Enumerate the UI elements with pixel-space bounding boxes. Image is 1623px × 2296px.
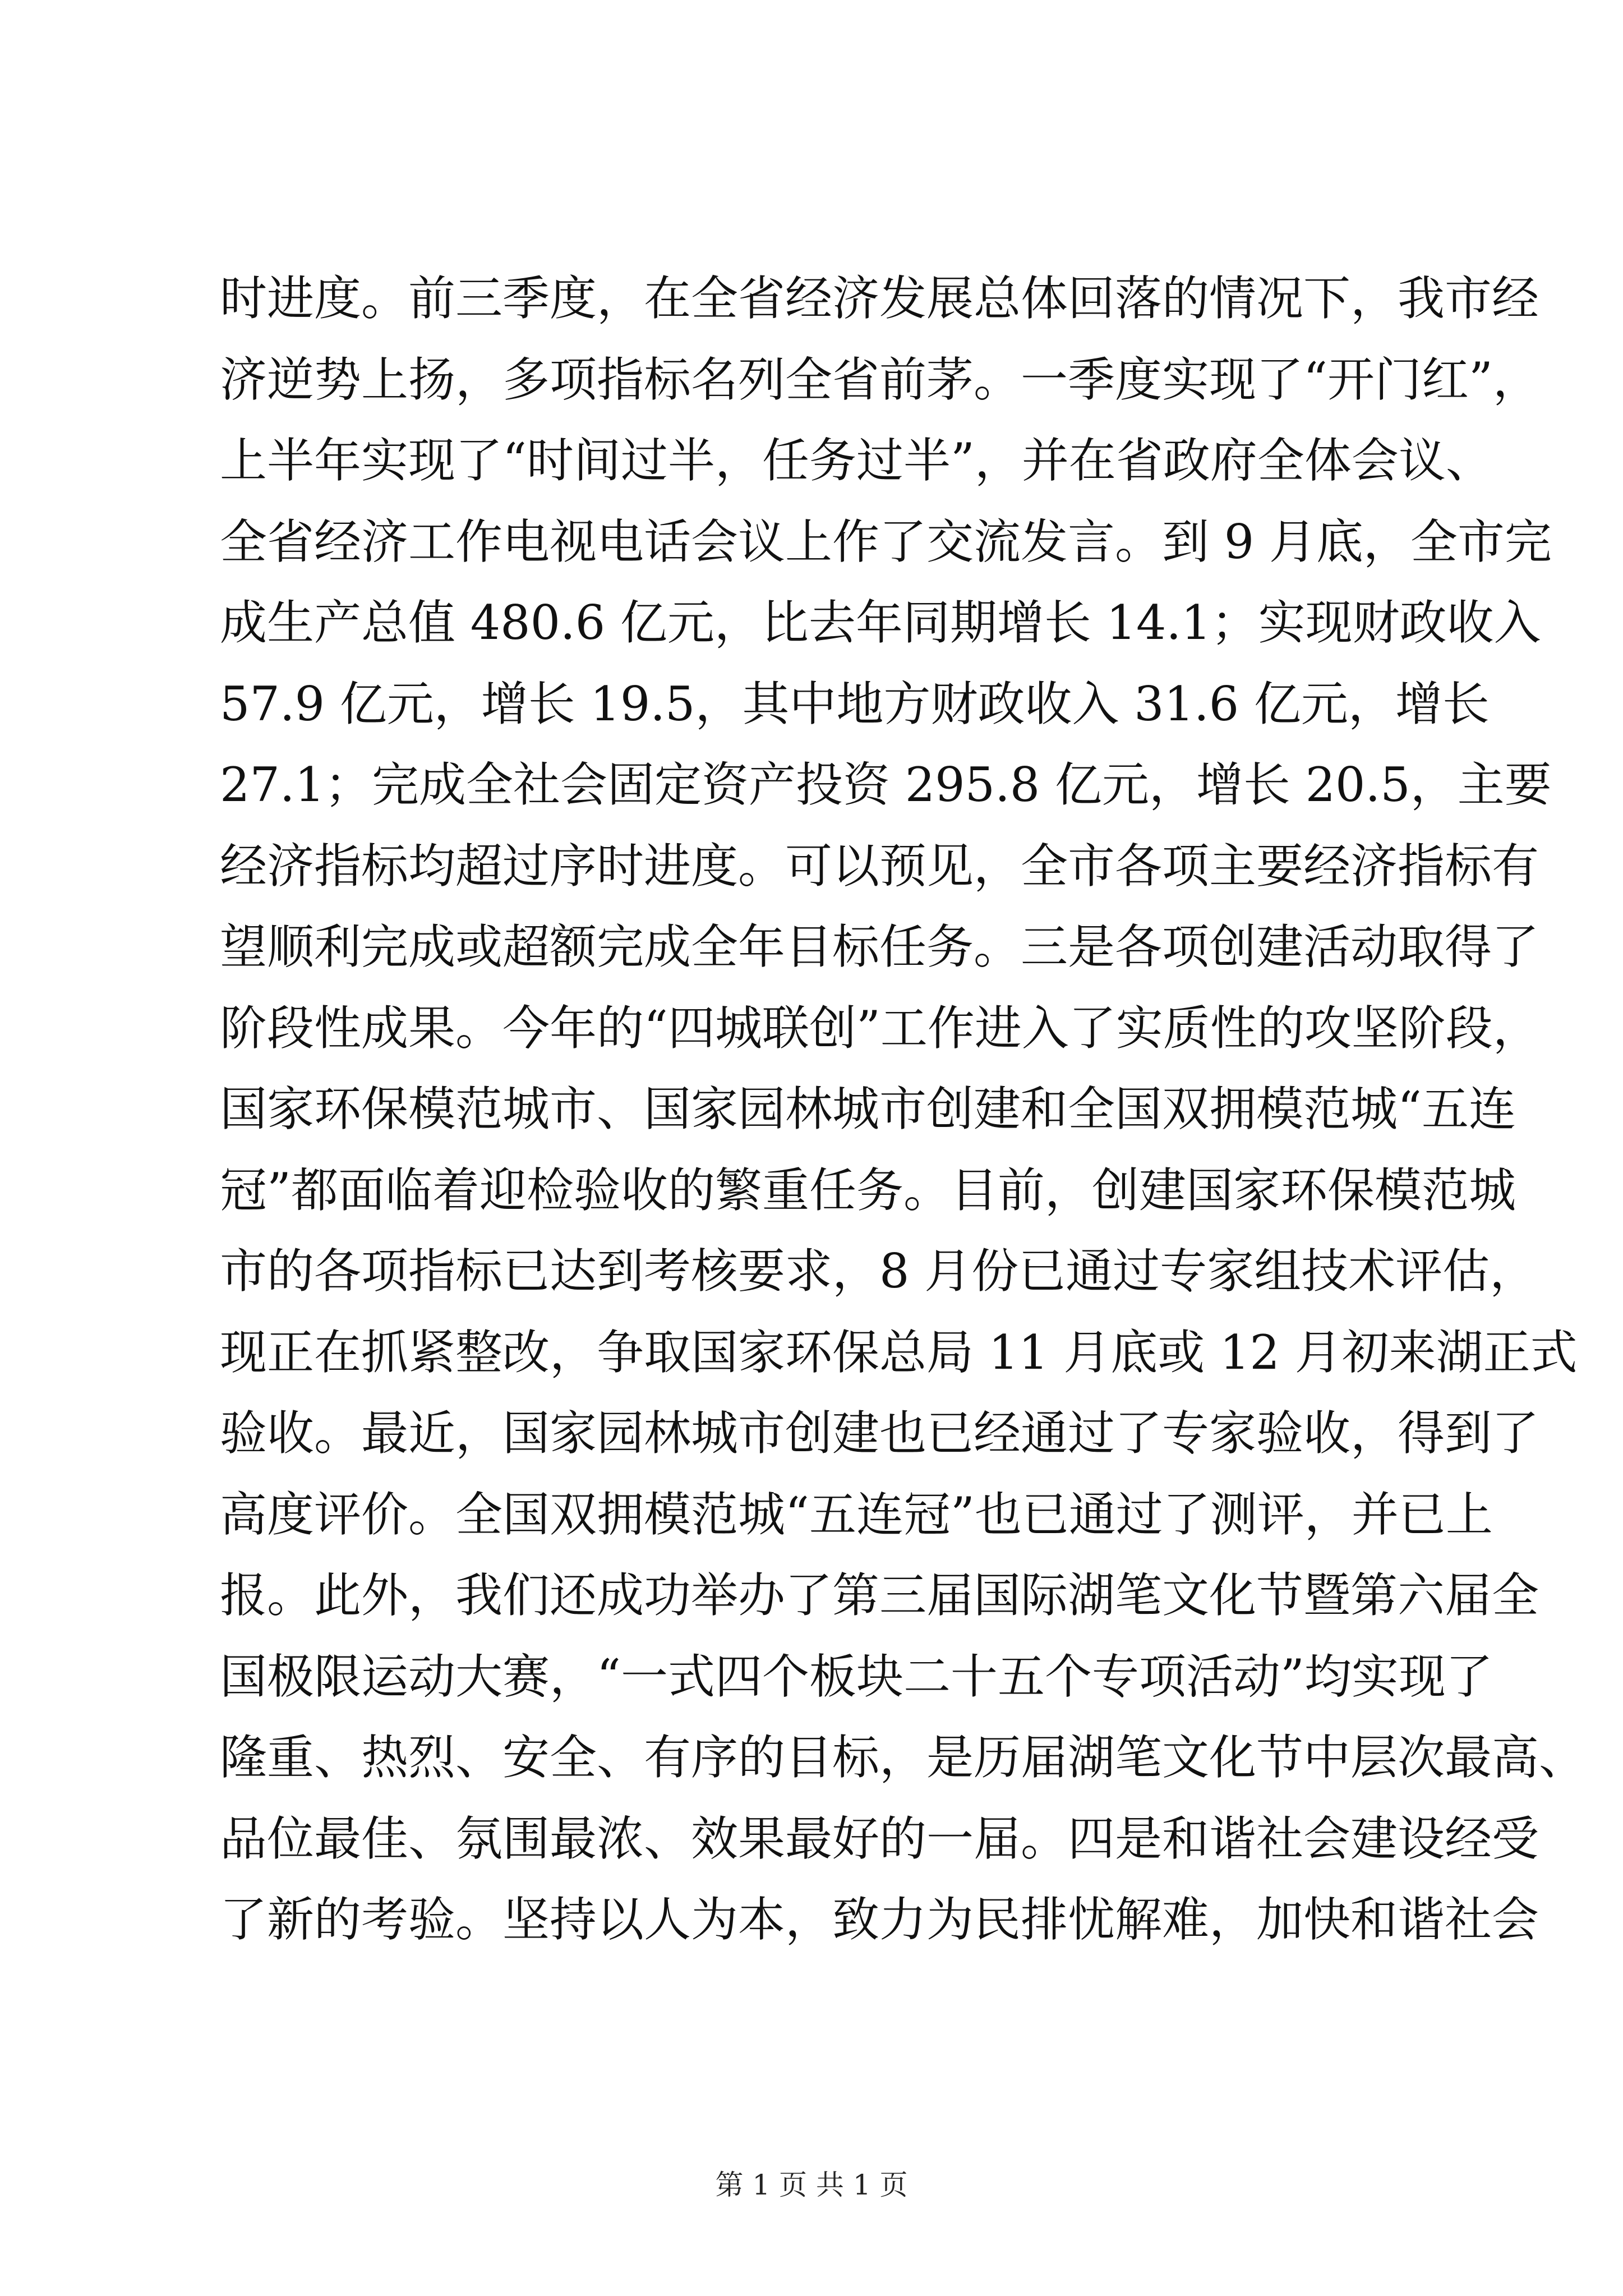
body-text xyxy=(220,258,1587,1961)
text-line: 国极限运动大赛，“一式四个板块二十五个专项活动”均实现了 xyxy=(220,1649,1493,1704)
text-line: 市的各项指标已达到考核要求，8 月份已通过专家组技术评估， xyxy=(220,1244,1537,1299)
text-line: 57.9 亿元，增长 19.5，其中地方财政收入 31.6 亿元，增长 xyxy=(220,676,1490,731)
page-footer xyxy=(0,2162,1623,2207)
text-line: 报。此外，我们还成功举办了第三届国际湖笔文化节暨第六届全 xyxy=(220,1568,1539,1623)
text-line: 经济指标均超过序时进度。可以预见，全市各项主要经济指标有 xyxy=(220,838,1539,894)
page-number-label: 第 1 页 共 1 页 xyxy=(715,2169,908,2201)
text-line: 望顺利完成或超额完成全年目标任务。三是各项创建活动取得了 xyxy=(220,919,1539,974)
text-line: 了新的考验。坚持以人为本，致力为民排忧解难，加快和谐社会 xyxy=(220,1892,1539,1947)
text-line: 隆重、热烈、安全、有序的目标，是历届湖笔文化节中层次最高、 xyxy=(220,1730,1587,1785)
text-line: 冠”都面临着迎检验收的繁重任务。目前，创建国家环保模范城 xyxy=(220,1162,1516,1218)
text-line: 上半年实现了“时间过半，任务过半”，并在省政府全体会议、 xyxy=(220,433,1493,488)
text-line: 27.1；完成全社会固定资产投资 295.8 亿元，增长 20.5，主要 xyxy=(220,757,1552,812)
text-line: 现正在抓紧整改，争取国家环保总局 11 月底或 12 月初来湖正式 xyxy=(220,1324,1578,1380)
text-line: 济逆势上扬，多项指标名列全省前茅。一季度实现了“开门红”， xyxy=(220,352,1540,407)
text-line: 品位最佳、氛围最浓、效果最好的一届。四是和谐社会建设经受 xyxy=(220,1811,1539,1866)
text-line: 国家环保模范城市、国家园林城市创建和全国双拥模范城“五连 xyxy=(220,1082,1516,1137)
text-line: 时进度。前三季度，在全省经济发展总体回落的情况下，我市经 xyxy=(220,271,1539,326)
text-line: 全省经济工作电视电话会议上作了交流发言。到 9 月底，全市完 xyxy=(220,514,1552,569)
text-line: 高度评价。全国双拥模范城“五连冠”也已通过了测评，并已上 xyxy=(220,1487,1493,1542)
text-line: 阶段性成果。今年的“四城联创”工作进入了实质性的攻坚阶段， xyxy=(220,1000,1540,1056)
text-line: 验收。最近，国家园林城市创建也已经通过了专家验收，得到了 xyxy=(220,1406,1539,1461)
text-line: 成生产总值 480.6 亿元，比去年同期增长 14.1；实现财政收入 xyxy=(220,595,1541,650)
